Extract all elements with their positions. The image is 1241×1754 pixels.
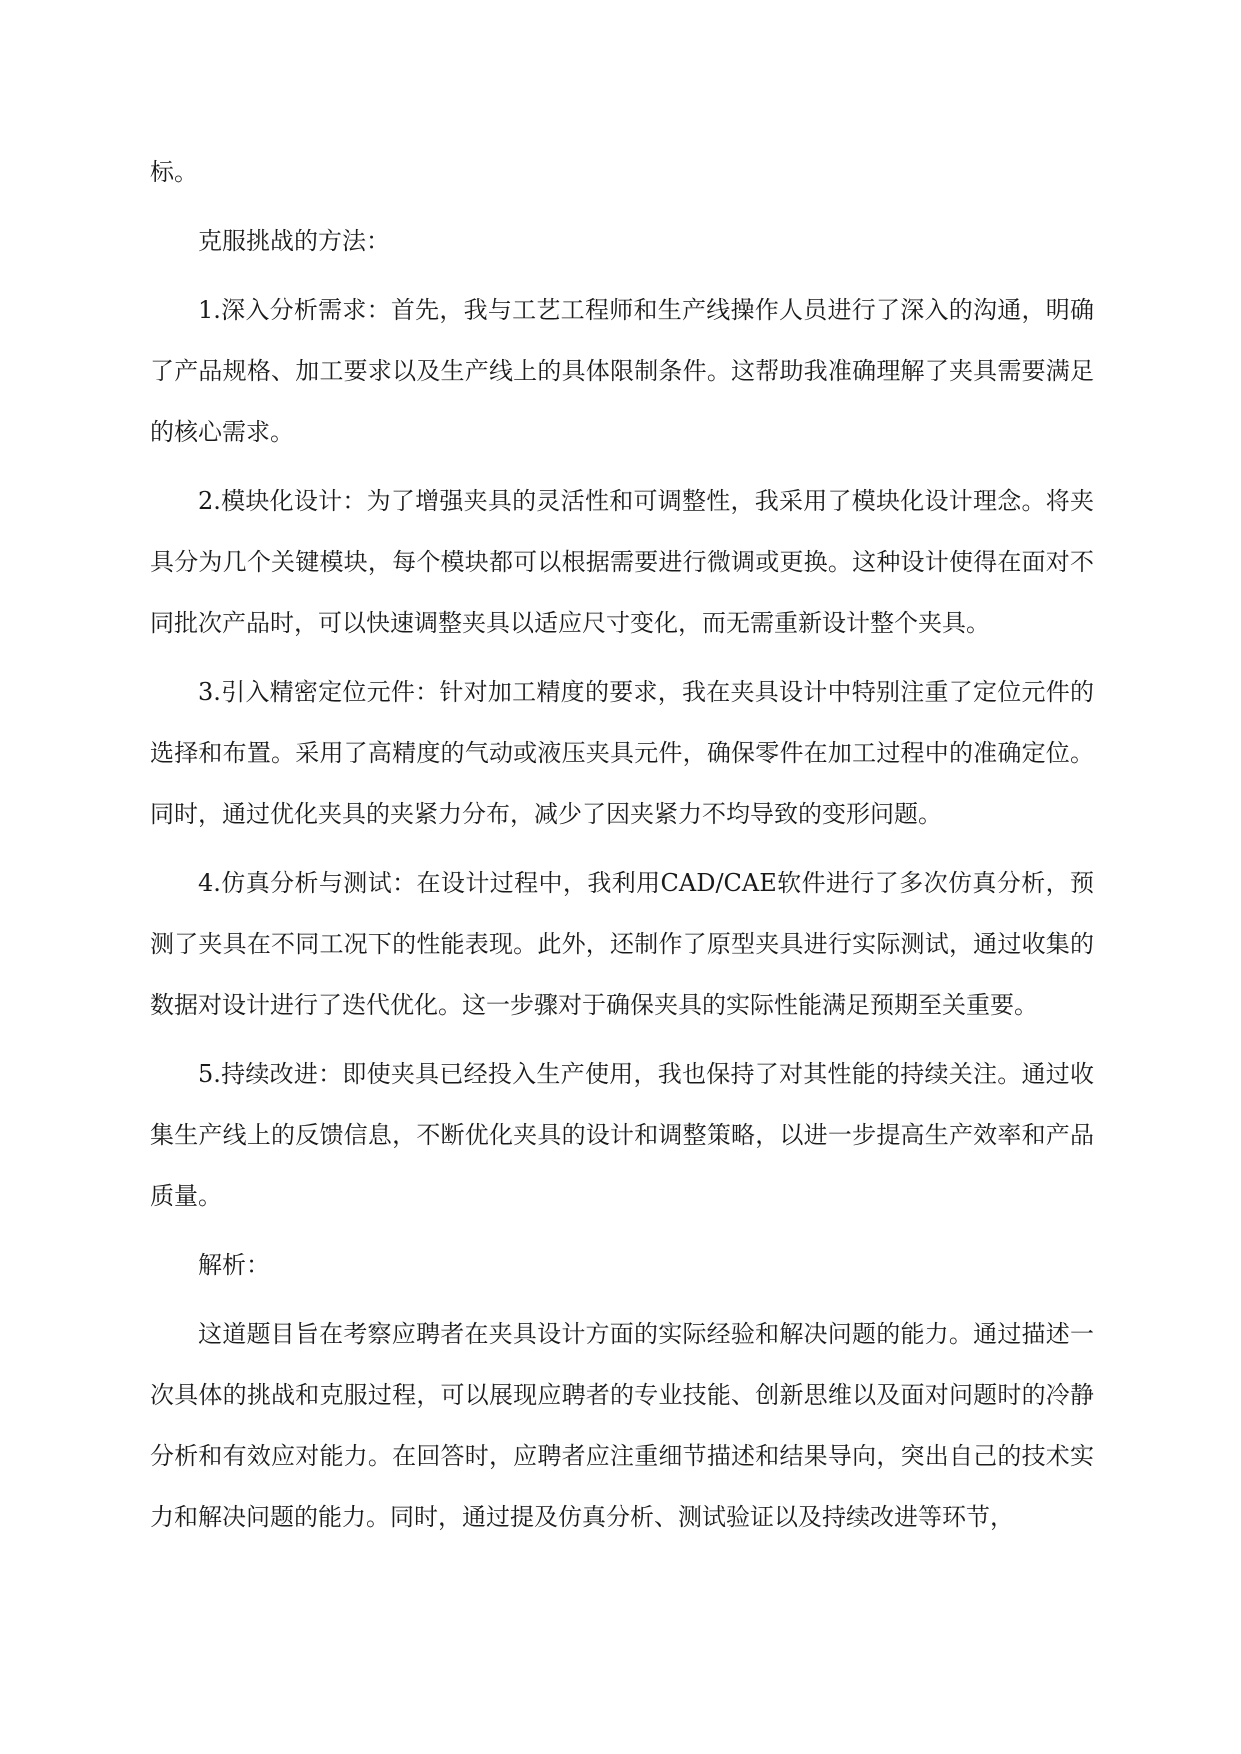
document-body: [150, 142, 1094, 1556]
paragraph-step-2: 2.模块化设计：为了增强夹具的灵活性和可调整性，我采用了模块化设计理念。将夹具分为几个关键模块，每个模块都可以根据需要进行微调或更换。这种设计使得在面对不同批次产品时，可以快速调整夹具以适应尺寸变化，而无需重新设计整个夹具。: [150, 487, 1094, 637]
heading-methods: 克服挑战的方法：: [198, 227, 390, 255]
paragraph-analysis: 这道题目旨在考察应聘者在夹具设计方面的实际经验和解决问题的能力。通过描述一次具体的挑战和克服过程，可以展现应聘者的专业技能、创新思维以及面对问题时的冷静分析和有效应对能力。在回答时，应聘者应注重细节描述和结果导向，突出自己的技术实力和解决问题的能力。同时，通过提及仿真分析、测试验证以及持续改进等环节，: [150, 1320, 1094, 1531]
paragraph-step-1: 1.深入分析需求：首先，我与工艺工程师和生产线操作人员进行了深入的沟通，明确了产品规格、加工要求以及生产线上的具体限制条件。这帮助我准确理解了夹具需要满足的核心需求。: [150, 296, 1094, 446]
paragraph-step-3: 3.引入精密定位元件：针对加工精度的要求，我在夹具设计中特别注重了定位元件的选择和布置。采用了高精度的气动或液压夹具元件，确保零件在加工过程中的准确定位。同时，通过优化夹具的夹紧力分布，减少了因夹紧力不均导致的变形问题。: [150, 678, 1094, 828]
paragraph-step-5: 5.持续改进：即使夹具已经投入生产使用，我也保持了对其性能的持续关注。通过收集生产线上的反馈信息，不断优化夹具的设计和调整策略，以进一步提高生产效率和产品质量。: [150, 1060, 1094, 1210]
paragraph-step-4: 4.仿真分析与测试：在设计过程中，我利用CAD/CAE软件进行了多次仿真分析，预测了夹具在不同工况下的性能表现。此外，还制作了原型夹具进行实际测试，通过收集的数据对设计进行了迭代优化。这一步骤对于确保夹具的实际性能满足预期至关重要。: [150, 869, 1094, 1019]
paragraph-continuation: 标。: [150, 158, 198, 186]
heading-analysis: 解析：: [198, 1251, 270, 1279]
